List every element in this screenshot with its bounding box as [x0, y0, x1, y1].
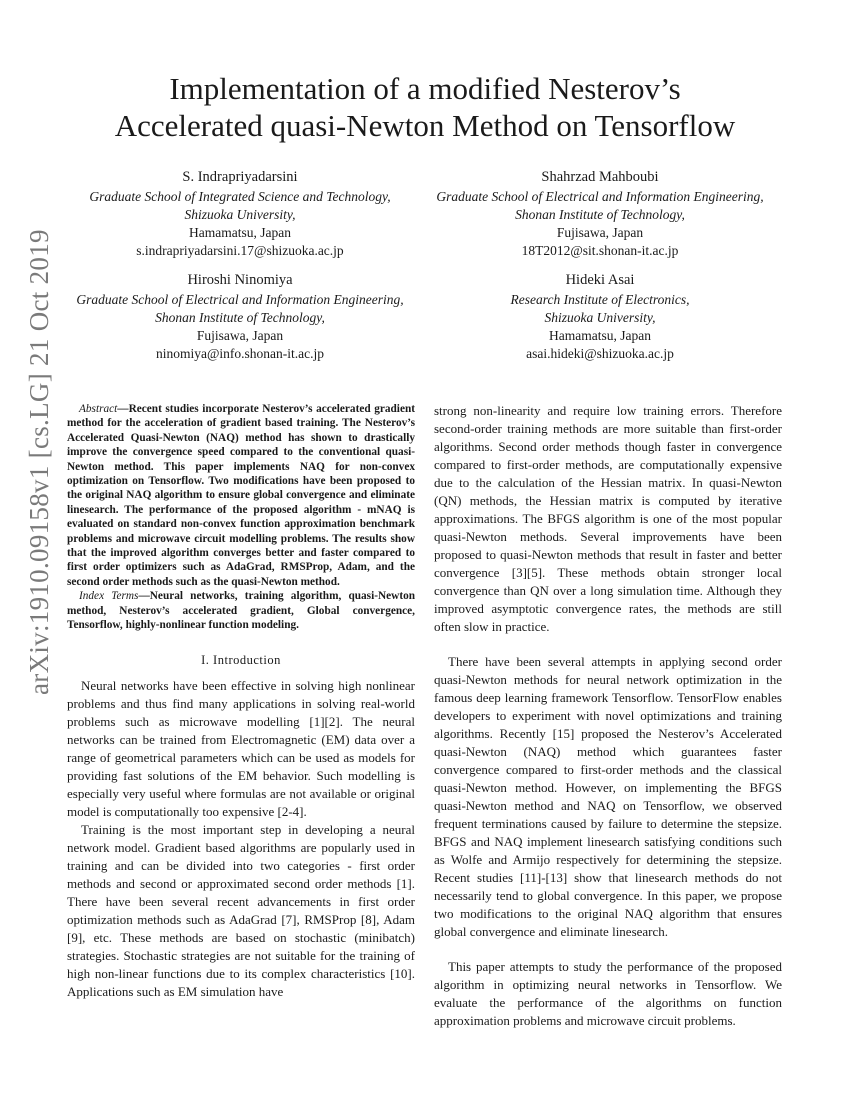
- paragraph: Neural networks have been effective in solving high nonlinear problems and thus find many applications in solving real-world problems such as microwave modelling [1][2]. The neural networks can be trained from Electromagnetic (EM) data over a range of geometrical parameters which can be used as models for providing fast solutions of the EM behavior. Such modelling is especially very useful where formulas are not available or original model is computationally too expensive [2-4].: [67, 677, 415, 819]
- section-heading: I. Introduction: [201, 652, 281, 667]
- author-block: [420, 168, 780, 260]
- author-block: [420, 271, 780, 363]
- author-institution: Shonan Institute of Technology,: [515, 207, 685, 222]
- index-terms-label: Index Terms: [79, 590, 139, 603]
- author-email: s.indrapriyadarsini.17@shizuoka.ac.jp: [136, 243, 344, 258]
- paragraph: strong non-linearity and require low training errors. Therefore second-order training methods are more suitable than first-order algorithms. Second order methods though faster in convergence compared to first-order methods, are computationally expensive due to the calculation of the Hessian matrix. In quasi-Newton (QN) methods, the Hessian matrix is computed by iterative approximations. The BFGS algorithm is one of the most popular quasi-Newton methods. Several improvements have been proposed to quasi-Newton methods that result in faster and better convergence [3][5]. These methods obtain stronger local convergence than QN over a long simulation time. Although they improved asymptotic convergence rates, the methods are still often slow in practice.: [434, 403, 782, 634]
- author-institution: Shizuoka University,: [184, 207, 296, 222]
- index-terms: [67, 589, 415, 632]
- author-name: Hideki Asai: [565, 272, 635, 288]
- author-affiliation: Research Institute of Electronics,: [510, 292, 690, 307]
- paper-title: [0, 70, 850, 144]
- author-email: ninomiya@info.shonan-it.ac.jp: [155, 346, 325, 361]
- paragraph: This paper attempts to study the performance of the proposed algorithm in optimizing neural networks in Tensorflow. We evaluate the performance of the algorithms on function approximation problems and microwave circuit problems.: [434, 959, 782, 1028]
- author-email: 18T2012@sit.shonan-it.ac.jp: [521, 243, 679, 258]
- author-city: Hamamatsu, Japan: [549, 328, 651, 343]
- title-line-2: Accelerated quasi-Newton Method on Tensorflow: [114, 108, 736, 143]
- abstract-text: —Recent studies incorporate Nesterov’s accelerated gradient method for the acceleration of gradient based training. The Nesterov’s Accelerated Quasi-Newton (NAQ) method has shown to drastically improve the convergence speed compared to the conventional quasi-Newton method. This paper implements NAQ for non-convex optimization on Tensorflow. Two modifications have been proposed to the original NAQ algorithm to ensure global convergence and eliminate linesearch. The performance of the proposed algorithm - mNAQ is evaluated on standard non-convex function approximation benchmark problems and microwave circuit modelling problems. The results show that the improved algorithm converges better and faster compared to first order optimizers such as AdaGrad, RMSProp, Adam, and the second order methods such as the quasi-Newton method.: [67, 403, 415, 588]
- right-column: [434, 402, 782, 1030]
- author-city: Fujisawa, Japan: [196, 328, 284, 343]
- author-city: Fujisawa, Japan: [556, 225, 644, 240]
- author-institution: Shonan Institute of Technology,: [155, 310, 325, 325]
- left-column: [67, 402, 415, 1001]
- author-affiliation: Graduate School of Integrated Science and Technology,: [89, 189, 391, 204]
- author-city: Hamamatsu, Japan: [189, 225, 291, 240]
- author-block: [55, 168, 425, 260]
- abstract: [67, 402, 415, 589]
- author-name: Shahrzad Mahboubi: [541, 169, 659, 185]
- author-email: asai.hideki@shizuoka.ac.jp: [526, 346, 674, 361]
- author-name: S. Indrapriyadarsini: [182, 169, 298, 185]
- paragraph: Training is the most important step in developing a neural network model. Gradient based algorithms are popularly used in training and can be divided into two categories - first order methods and second or approximated second order methods [1]. There have been several recent advancements in first order optimization methods such as AdaGrad [7], RMSProp [8], Adam [9], etc. These methods are based on stochastic (minibatch) strategies. Stochastic strategies are not suitable for the training of high non-linear functions due to its complex characteristics [10]. Applications such as EM simulation have: [67, 821, 415, 999]
- author-institution: Shizuoka University,: [544, 310, 656, 325]
- author-affiliation: Graduate School of Electrical and Information Engineering,: [436, 189, 764, 204]
- arxiv-identifier: arXiv:1910.09158v1 [cs.LG] 21 Oct 2019: [24, 229, 54, 695]
- author-block: [55, 271, 425, 363]
- abstract-label: Abstract: [79, 403, 118, 415]
- paragraph: There have been several attempts in applying second order quasi-Newton methods for neural network optimization in the famous deep learning framework Tensorflow. TensorFlow enables developers to experiment with novel optimizations and training algorithms. Recently [15] proposed the Nesterov’s Accelerated quasi-Newton (NAQ) method which guarantees faster convergence compared to first-order methods and the classical quasi-Newton method. However, on implementing the BFGS quasi-Newton method and NAQ on Tensorflow, we observed frequent terminations caused by failure to determine the stepsize. BFGS and NAQ implement linesearch satisfying conditions such as Wolfe and Armijo respectively for determining the stepsize. Recent studies [11]-[13] show that linesearch methods do not necessarily tend to global convergence. In this paper, we propose two modifications to the original NAQ algorithm that ensures global convergence and eliminate linesearch.: [434, 654, 782, 939]
- title-line-1: Implementation of a modified Nesterov’s: [169, 71, 681, 106]
- author-name: Hiroshi Ninomiya: [187, 272, 293, 288]
- index-terms-text: —Neural networks, training algorithm, quasi-Newton method, Nesterov’s accelerated gradient, Global convergence, Tensorflow, highly-nonlinear function modeling.: [67, 590, 416, 632]
- author-affiliation: Graduate School of Electrical and Information Engineering,: [76, 292, 404, 307]
